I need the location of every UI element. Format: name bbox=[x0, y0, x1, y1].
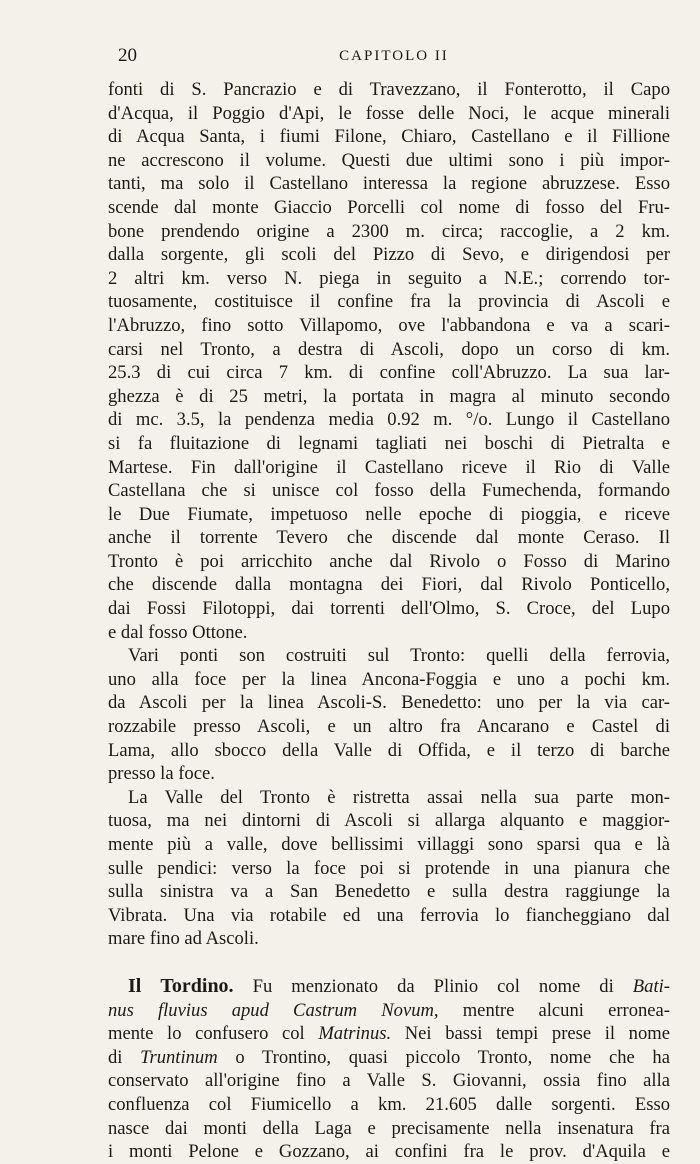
text-line: Martese. Fin dall'origine il Castellano riceve il Rio di Valle bbox=[108, 456, 670, 478]
text-run: mentre alcuni erronea- bbox=[438, 999, 670, 1021]
text-line: tanti, ma solo il Castellano interessa la regione abruzzese. Esso bbox=[108, 173, 670, 195]
text-line: Lama, allo sbocco della Valle di Offida, e il terzo di barche bbox=[108, 739, 670, 761]
text-line: rozzabile presso Ascoli, e un altro fra Ancarano e Castel di bbox=[108, 716, 670, 738]
paragraph-tordino bbox=[108, 975, 670, 1164]
text-run-italic: Truntinum bbox=[140, 1046, 218, 1068]
paragraph-ponti bbox=[108, 644, 670, 786]
text-line: confluenza col Fiumicello a km. 21.605 dalle sorgenti. Esso bbox=[108, 1093, 670, 1115]
text-run: mente lo confusero col bbox=[108, 1023, 319, 1045]
text-line: Vibrata. Una via rotabile ed una ferrovia lo fiancheggiano dal bbox=[108, 904, 670, 926]
text-line: presso la foce. bbox=[108, 763, 215, 785]
text-line: Tronto è poi arricchito anche dal Rivolo o Fosso di Marino bbox=[108, 550, 670, 572]
text-run-italic: Bati- bbox=[632, 975, 670, 997]
paragraph-castellano bbox=[108, 78, 670, 644]
text-line bbox=[108, 999, 670, 1023]
text-line: ne accrescono il volume. Questi due ultimi sono i più impor- bbox=[108, 149, 670, 171]
text-line: che discende dalla montagna dei Fiori, dal Rivolo Ponticello, bbox=[108, 574, 670, 596]
text-line: 25.3 di cui circa 7 km. di confine coll'Abruzzo. La sua lar- bbox=[108, 362, 670, 384]
text-line: fonti di S. Pancrazio e di Travezzano, il Fonterotto, il Capo bbox=[108, 79, 670, 100]
page-number: 20 bbox=[118, 45, 137, 66]
text-line bbox=[108, 1046, 670, 1070]
section-gap bbox=[108, 951, 670, 975]
running-head: CAPITOLO II bbox=[339, 48, 449, 64]
text-line: carsi nel Tronto, a destra di Ascoli, dopo un corso di km. bbox=[108, 338, 670, 360]
text-line: dalla sorgente, gli scoli del Pizzo di Sevo, e dirigendosi per bbox=[108, 244, 670, 266]
text-line: da Ascoli per la linea Ascoli-S. Benedetto: uno per la via car- bbox=[108, 692, 670, 714]
text-line: Vari ponti son costruiti sul Tronto: quelli della ferrovia, bbox=[128, 645, 670, 667]
text-run: o Trontino, quasi piccolo Tronto, nome che ha bbox=[217, 1046, 670, 1068]
text-run: di bbox=[108, 1046, 141, 1068]
text-line: si fa fluitazione di legnami tagliati nei boschi di Pietralta e bbox=[108, 432, 670, 454]
text-line: sulle pendici: verso la foce poi si protende in una pianura che bbox=[108, 857, 670, 879]
text-line bbox=[108, 1022, 670, 1046]
text-line: tuosa, ma nei dintorni di Ascoli si allarga alquanto e maggior- bbox=[108, 810, 670, 832]
text-line: e dal fosso Ottone. bbox=[108, 621, 248, 643]
text-line: d'Acqua, il Poggio d'Api, le fosse delle Noci, le acque minerali bbox=[108, 102, 670, 124]
text-line: mente più a valle, dove bellissimi villaggi sono sparsi qua e là bbox=[108, 834, 670, 855]
text-line: l'Abruzzo, fino sotto Villapomo, ove l'abbandona e va a scari- bbox=[108, 314, 670, 336]
text-line: dai Fossi Filotoppi, dai torrenti dell'Olmo, S. Croce, del Lupo bbox=[108, 598, 670, 620]
text-line: mare fino ad Ascoli. bbox=[108, 928, 259, 950]
text-run-italic: nus fluvius apud Castrum Novum, bbox=[108, 999, 439, 1021]
text-run-italic: Matrinus. bbox=[318, 1023, 392, 1045]
text-line: La Valle del Tronto è ristretta assai nella sua parte mon- bbox=[128, 786, 670, 808]
section-title: Il Tordino. bbox=[128, 974, 234, 997]
paragraph-valle-del-tronto bbox=[108, 786, 670, 951]
text-line: di Acqua Santa, i fiumi Filone, Chiaro, Castellano e il Fillione bbox=[108, 126, 670, 148]
text-line: 2 altri km. verso N. piega in seguito a N.E.; correndo tor- bbox=[108, 267, 670, 289]
text-line: anche il torrente Tevero che discende dal monte Ceraso. Il bbox=[108, 527, 670, 549]
text-line: di mc. 3.5, la pendenza media 0.92 m. °/o. Lungo il Castellano bbox=[108, 409, 670, 431]
page-header bbox=[118, 44, 670, 68]
text-line: i monti Pelone e Gozzano, ai confini fra le prov. d'Aquila e bbox=[108, 1141, 670, 1163]
text-line: Castellana che si unisce col fosso della Fumechenda, formando bbox=[108, 480, 670, 502]
text-line: scende dal monte Giaccio Porcelli col nome di fosso del Fru- bbox=[108, 196, 670, 218]
text-line: tuosamente, costituisce il confine fra la provincia di Ascoli e bbox=[108, 291, 670, 313]
text-line bbox=[108, 975, 670, 999]
body-text bbox=[108, 78, 670, 1164]
text-line: ghezza è di 25 metri, la portata in magra al minuto secondo bbox=[108, 385, 670, 407]
text-line: bone prendendo origine a 2300 m. circa; raccoglie, a 2 km. bbox=[108, 220, 670, 242]
text-line: nasce dai monti della Laga e precisamente nella insenatura fra bbox=[108, 1117, 670, 1139]
text-line: le Due Fiumate, impetuoso nelle epoche di pioggia, e riceve bbox=[108, 503, 670, 525]
text-line: conservato all'origine fino a Valle S. Giovanni, ossia fino alla bbox=[108, 1070, 670, 1092]
text-run: Fu menzionato da Plinio col nome di bbox=[233, 975, 633, 997]
text-line: sulla sinistra va a San Benedetto e sulla destra raggiunge la bbox=[108, 881, 670, 903]
text-run: Nei bassi tempi prese il nome bbox=[391, 1023, 670, 1045]
text-line: uno alla foce per la linea Ancona-Foggia e uno a pochi km. bbox=[108, 668, 670, 690]
